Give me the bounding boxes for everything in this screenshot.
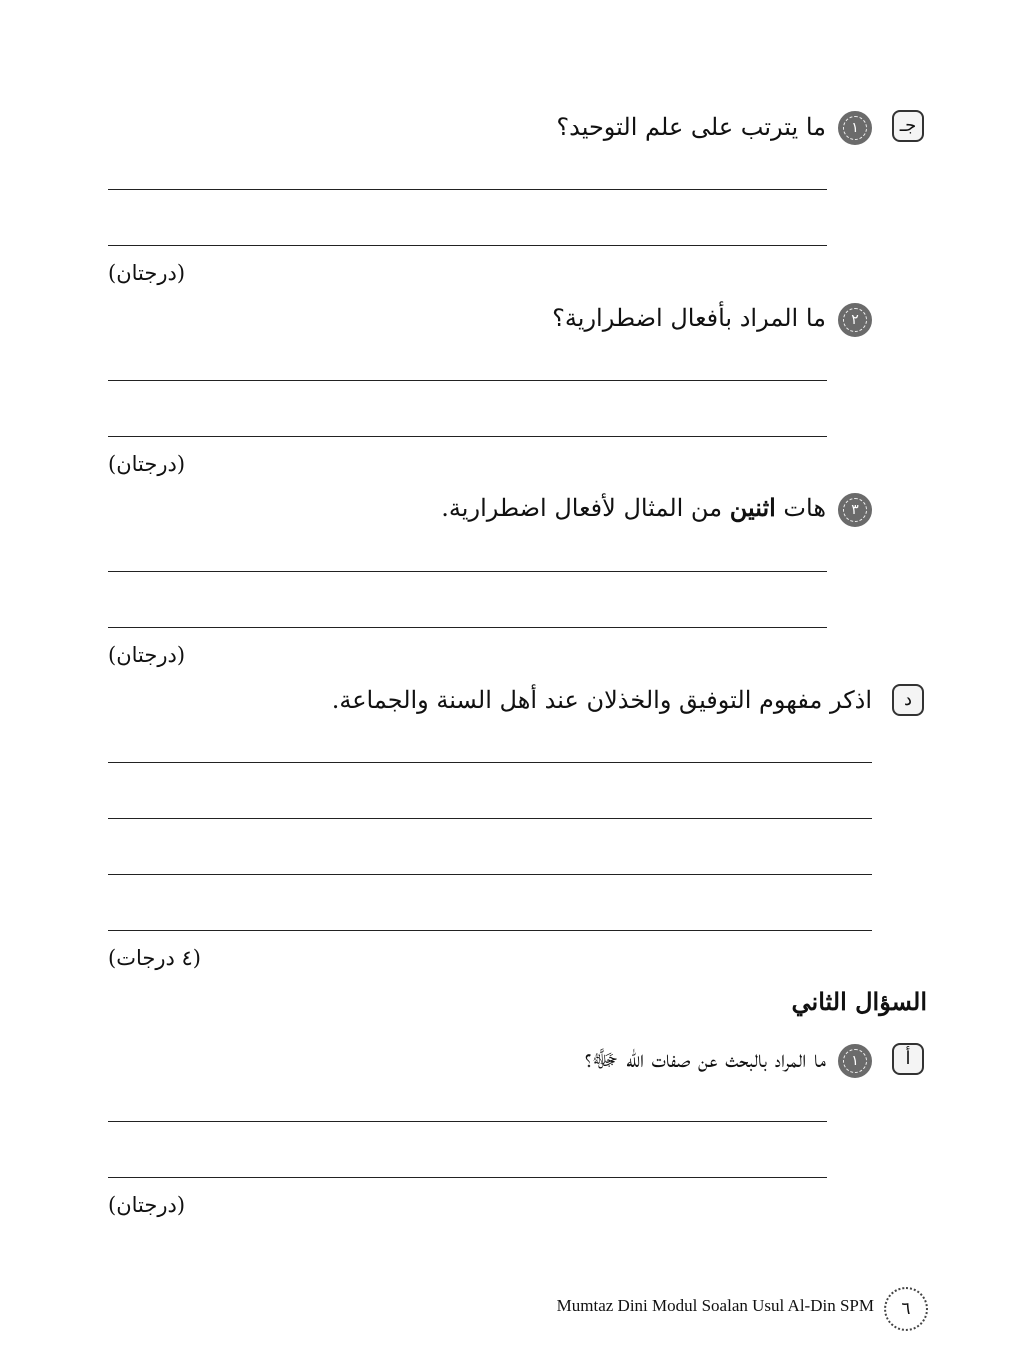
question-text-end: من المثال لأفعال اضطرارية. (441, 494, 730, 522)
question-text: ما المراد بأفعال اضطرارية؟ (552, 304, 826, 332)
answer-line (108, 189, 827, 190)
answer-line (108, 762, 872, 763)
question-text (441, 492, 826, 524)
answer-line (108, 436, 827, 437)
question-letter-jim (892, 110, 924, 142)
page-number: ٦ (901, 1299, 911, 1319)
marks-label: (درجتان) (108, 452, 186, 476)
answer-line (108, 874, 872, 875)
number-label: ٣ (851, 502, 859, 518)
footer-module-title: Mumtaz Dini Modul Soalan Usul Al-Din SPM (556, 1296, 874, 1315)
section-title: السؤال الثاني (791, 987, 927, 1016)
question-text: ما يترتب على علم التوحيد؟ (556, 113, 826, 141)
answer-line (108, 818, 872, 819)
marks-label: (درجتان) (108, 643, 186, 667)
answer-line (108, 1177, 827, 1178)
answer-line (108, 571, 827, 572)
question-letter-alif (892, 1043, 924, 1075)
marks-label: (درجتان) (108, 261, 186, 285)
number-label: ١ (851, 120, 859, 136)
marks-label: (٤ درجات) (108, 946, 201, 970)
page-number-badge (884, 1287, 928, 1331)
question-number-3-badge (838, 493, 872, 527)
question-number-1-badge (838, 1044, 872, 1078)
question-text-emphasis: اثنين (729, 493, 776, 522)
letter-label: أ (905, 1048, 911, 1069)
question-text: ما المراد بالبحث عن صفات الله ﷻ؟ (584, 1045, 826, 1073)
number-label: ١ (851, 1053, 859, 1069)
letter-label: د (903, 689, 912, 710)
question-text-start: هات (775, 494, 826, 522)
answer-line (108, 380, 827, 381)
marks-label: (درجتان) (108, 1193, 186, 1217)
question-text: اذكر مفهوم التوفيق والخذلان عند أهل السنة والجماعة. (331, 686, 872, 714)
answer-line (108, 627, 827, 628)
question-letter-dal (892, 684, 924, 716)
answer-line (108, 930, 872, 931)
question-number-1-badge (838, 111, 872, 145)
answer-line (108, 1121, 827, 1122)
number-label: ٢ (851, 312, 859, 328)
answer-line (108, 245, 827, 246)
letter-label: جـ (899, 115, 917, 136)
question-number-2-badge (838, 303, 872, 337)
